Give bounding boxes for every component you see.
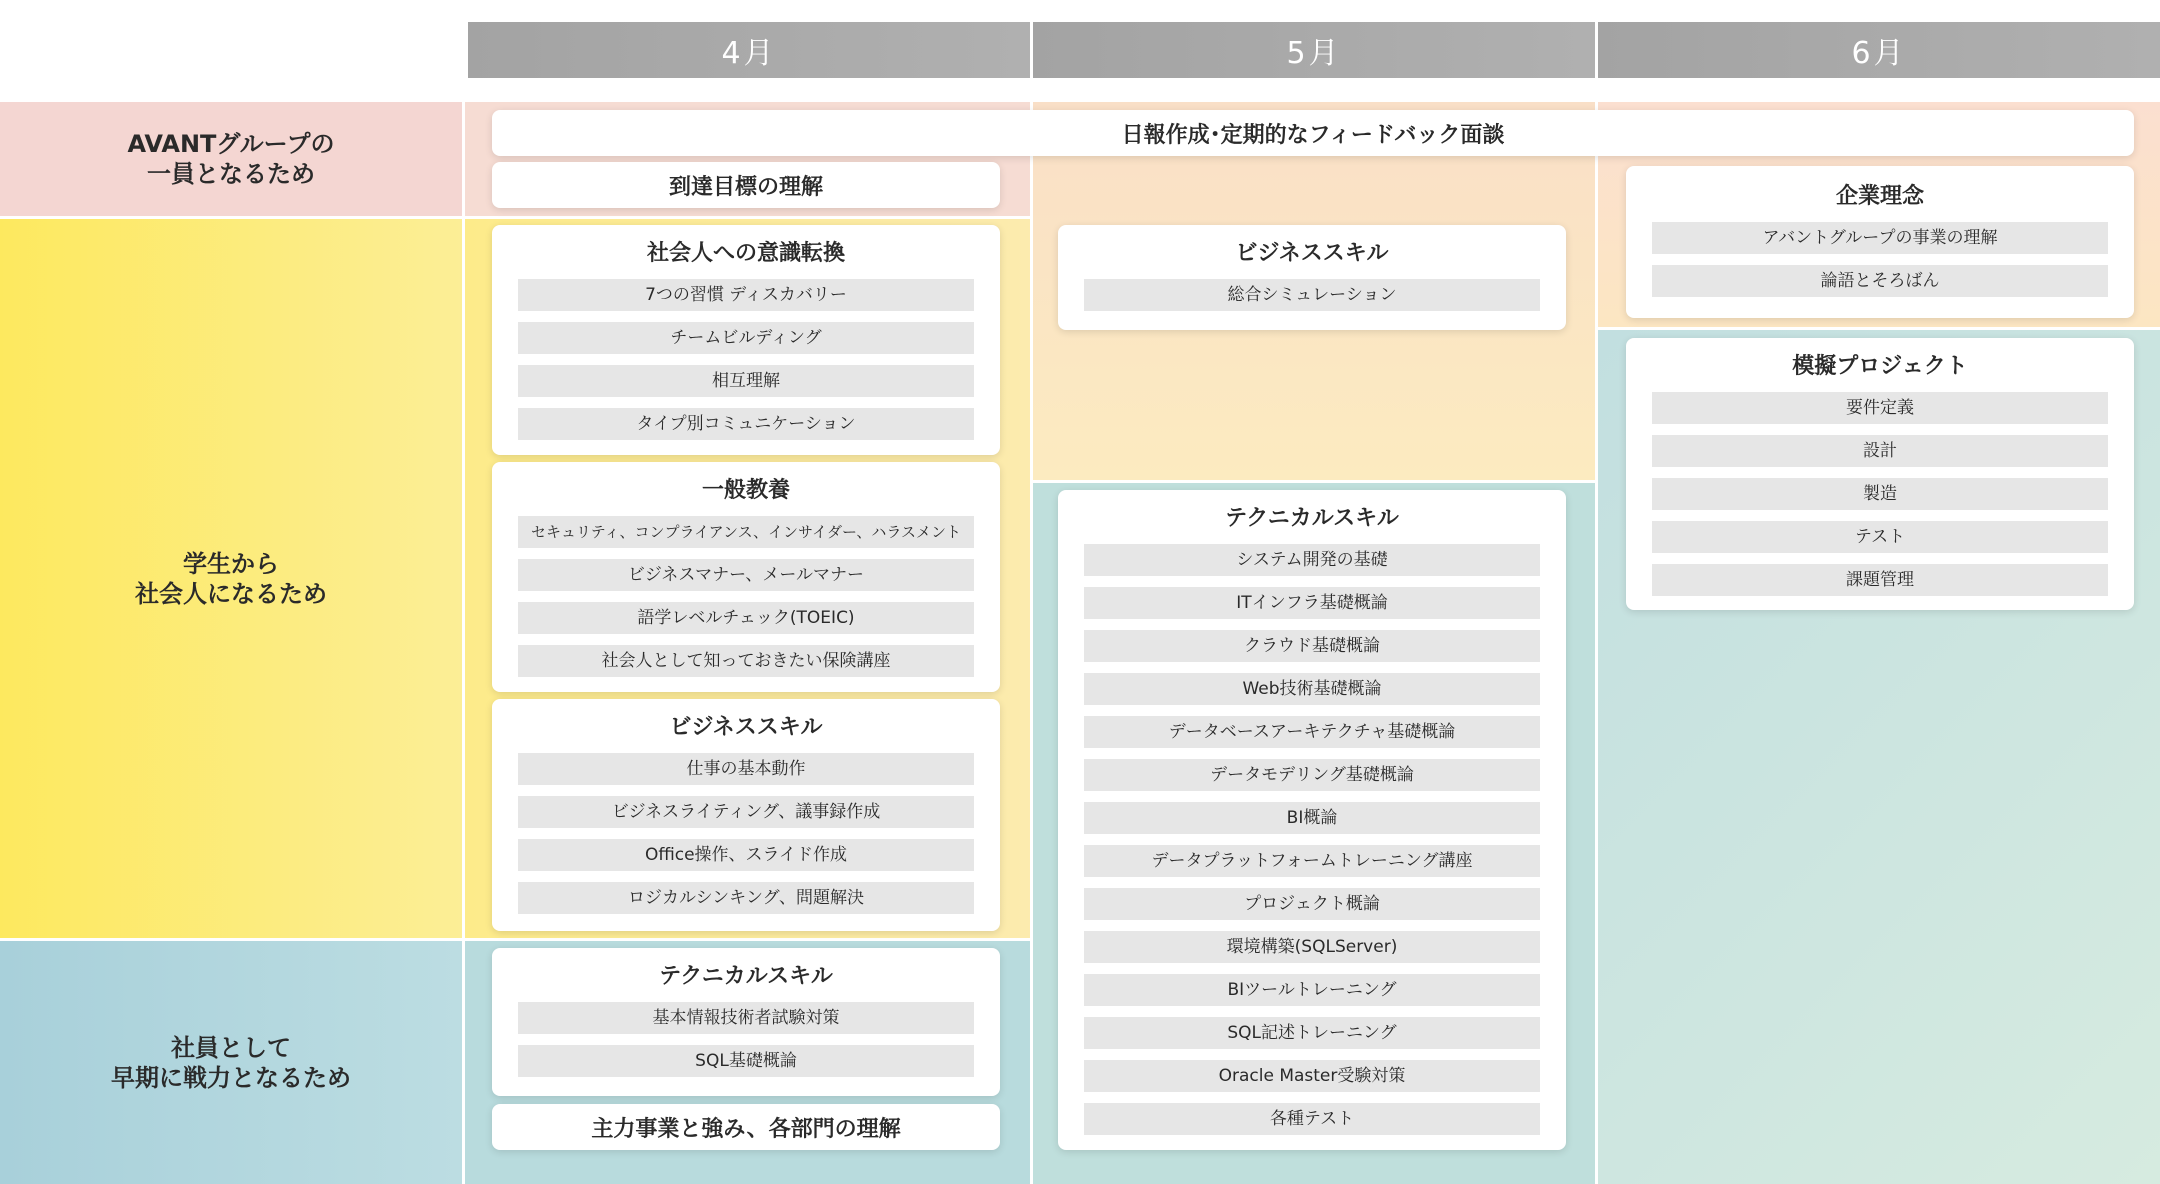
card-item: BI概論 (1084, 802, 1540, 834)
card-title: 社会人への意識転換 (646, 241, 845, 266)
card-item: タイプ別コミュニケーション (518, 408, 974, 440)
card-technical-skill-april (492, 948, 1000, 1096)
card-title: ビジネススキル (1235, 241, 1389, 266)
row-label-avant-line2: 一員となるため (146, 160, 315, 188)
month-header-april: 4月 (468, 22, 1030, 78)
card-item: 基本情報技術者試験対策 (518, 1002, 974, 1034)
card-title: 一般教養 (701, 478, 790, 503)
card-mock-project (1626, 338, 2134, 610)
row-label-student-line2: 社会人になるため (135, 579, 327, 608)
card-item: 製造 (1652, 478, 2108, 510)
card-item: BIツールトレーニング (1084, 974, 1540, 1006)
card-item: 7つの習慣 ディスカバリー (518, 279, 974, 311)
card-item: 論語とそろばん (1652, 265, 2108, 297)
card-item: Oracle Master受験対策 (1084, 1060, 1540, 1092)
month-header-may: 5月 (1033, 22, 1595, 78)
card-item: SQL記述トレーニング (1084, 1017, 1540, 1049)
card-item: 仕事の基本動作 (518, 753, 974, 785)
daily-report-bar: 日報作成･定期的なフィードバック面談 (492, 110, 2134, 156)
card-item: 課題管理 (1652, 564, 2108, 596)
row-label-avant (0, 102, 462, 216)
card-business-skill-april (492, 699, 1000, 931)
card-item: プロジェクト概論 (1084, 888, 1540, 920)
card-title: テクニカルスキル (659, 964, 833, 989)
card-title: ビジネススキル (669, 715, 823, 740)
card-item: 環境構築(SQLServer) (1084, 931, 1540, 963)
card-title: 模擬プロジェクト (1792, 354, 1968, 379)
card-item: 各種テスト (1084, 1103, 1540, 1135)
row-label-employee-line2: 早期に戦力となるため (111, 1063, 351, 1092)
card-business-skill-may (1058, 225, 1566, 330)
business-understanding-pill: 主力事業と強み、各部門の理解 (492, 1104, 1000, 1150)
card-item: ITインフラ基礎概論 (1084, 587, 1540, 619)
card-corporate-philosophy (1626, 166, 2134, 318)
month-header-june: 6月 (1598, 22, 2160, 78)
card-item: テスト (1652, 521, 2108, 553)
card-item: Web技術基礎概論 (1084, 673, 1540, 705)
card-item: システム開発の基礎 (1084, 544, 1540, 576)
card-mindset (492, 225, 1000, 455)
card-item: チームビルディング (518, 322, 974, 354)
card-title: テクニカルスキル (1225, 506, 1399, 531)
card-item: データベースアーキテクチャ基礎概論 (1084, 716, 1540, 748)
card-item: ロジカルシンキング、問題解決 (518, 882, 974, 914)
row-label-employee-line1: 社員として (171, 1033, 291, 1062)
card-item: データモデリング基礎概論 (1084, 759, 1540, 791)
card-item: SQL基礎概論 (518, 1045, 974, 1077)
card-item: 相互理解 (518, 365, 974, 397)
row-label-student-line1: 学生から (183, 549, 279, 578)
row-label-avant-line1: AVANTグループの (127, 130, 335, 158)
column-divider (1030, 100, 1033, 1184)
card-item: アバントグループの事業の理解 (1652, 222, 2108, 254)
card-item: クラウド基礎概論 (1084, 630, 1540, 662)
column-divider (1595, 100, 1598, 1184)
card-technical-skill-may (1058, 490, 1566, 1150)
card-item: データプラットフォームトレーニング講座 (1084, 845, 1540, 877)
card-item: 要件定義 (1652, 392, 2108, 424)
card-item: 総合シミュレーション (1084, 279, 1540, 311)
card-item: 語学レベルチェック(TOEIC) (518, 602, 974, 634)
row-label-student (0, 219, 462, 938)
card-item: セキュリティ、コンプライアンス、インサイダー、ハラスメント (518, 516, 974, 548)
goal-understanding-pill: 到達目標の理解 (492, 162, 1000, 208)
row-label-employee (0, 941, 462, 1184)
card-item: ビジネスマナー、メールマナー (518, 559, 974, 591)
card-item: 設計 (1652, 435, 2108, 467)
card-title: 企業理念 (1835, 184, 1924, 209)
card-item: ビジネスライティング、議事録作成 (518, 796, 974, 828)
card-item: 社会人として知っておきたい保険講座 (518, 645, 974, 677)
card-item: Office操作、スライド作成 (518, 839, 974, 871)
card-general-education (492, 462, 1000, 692)
